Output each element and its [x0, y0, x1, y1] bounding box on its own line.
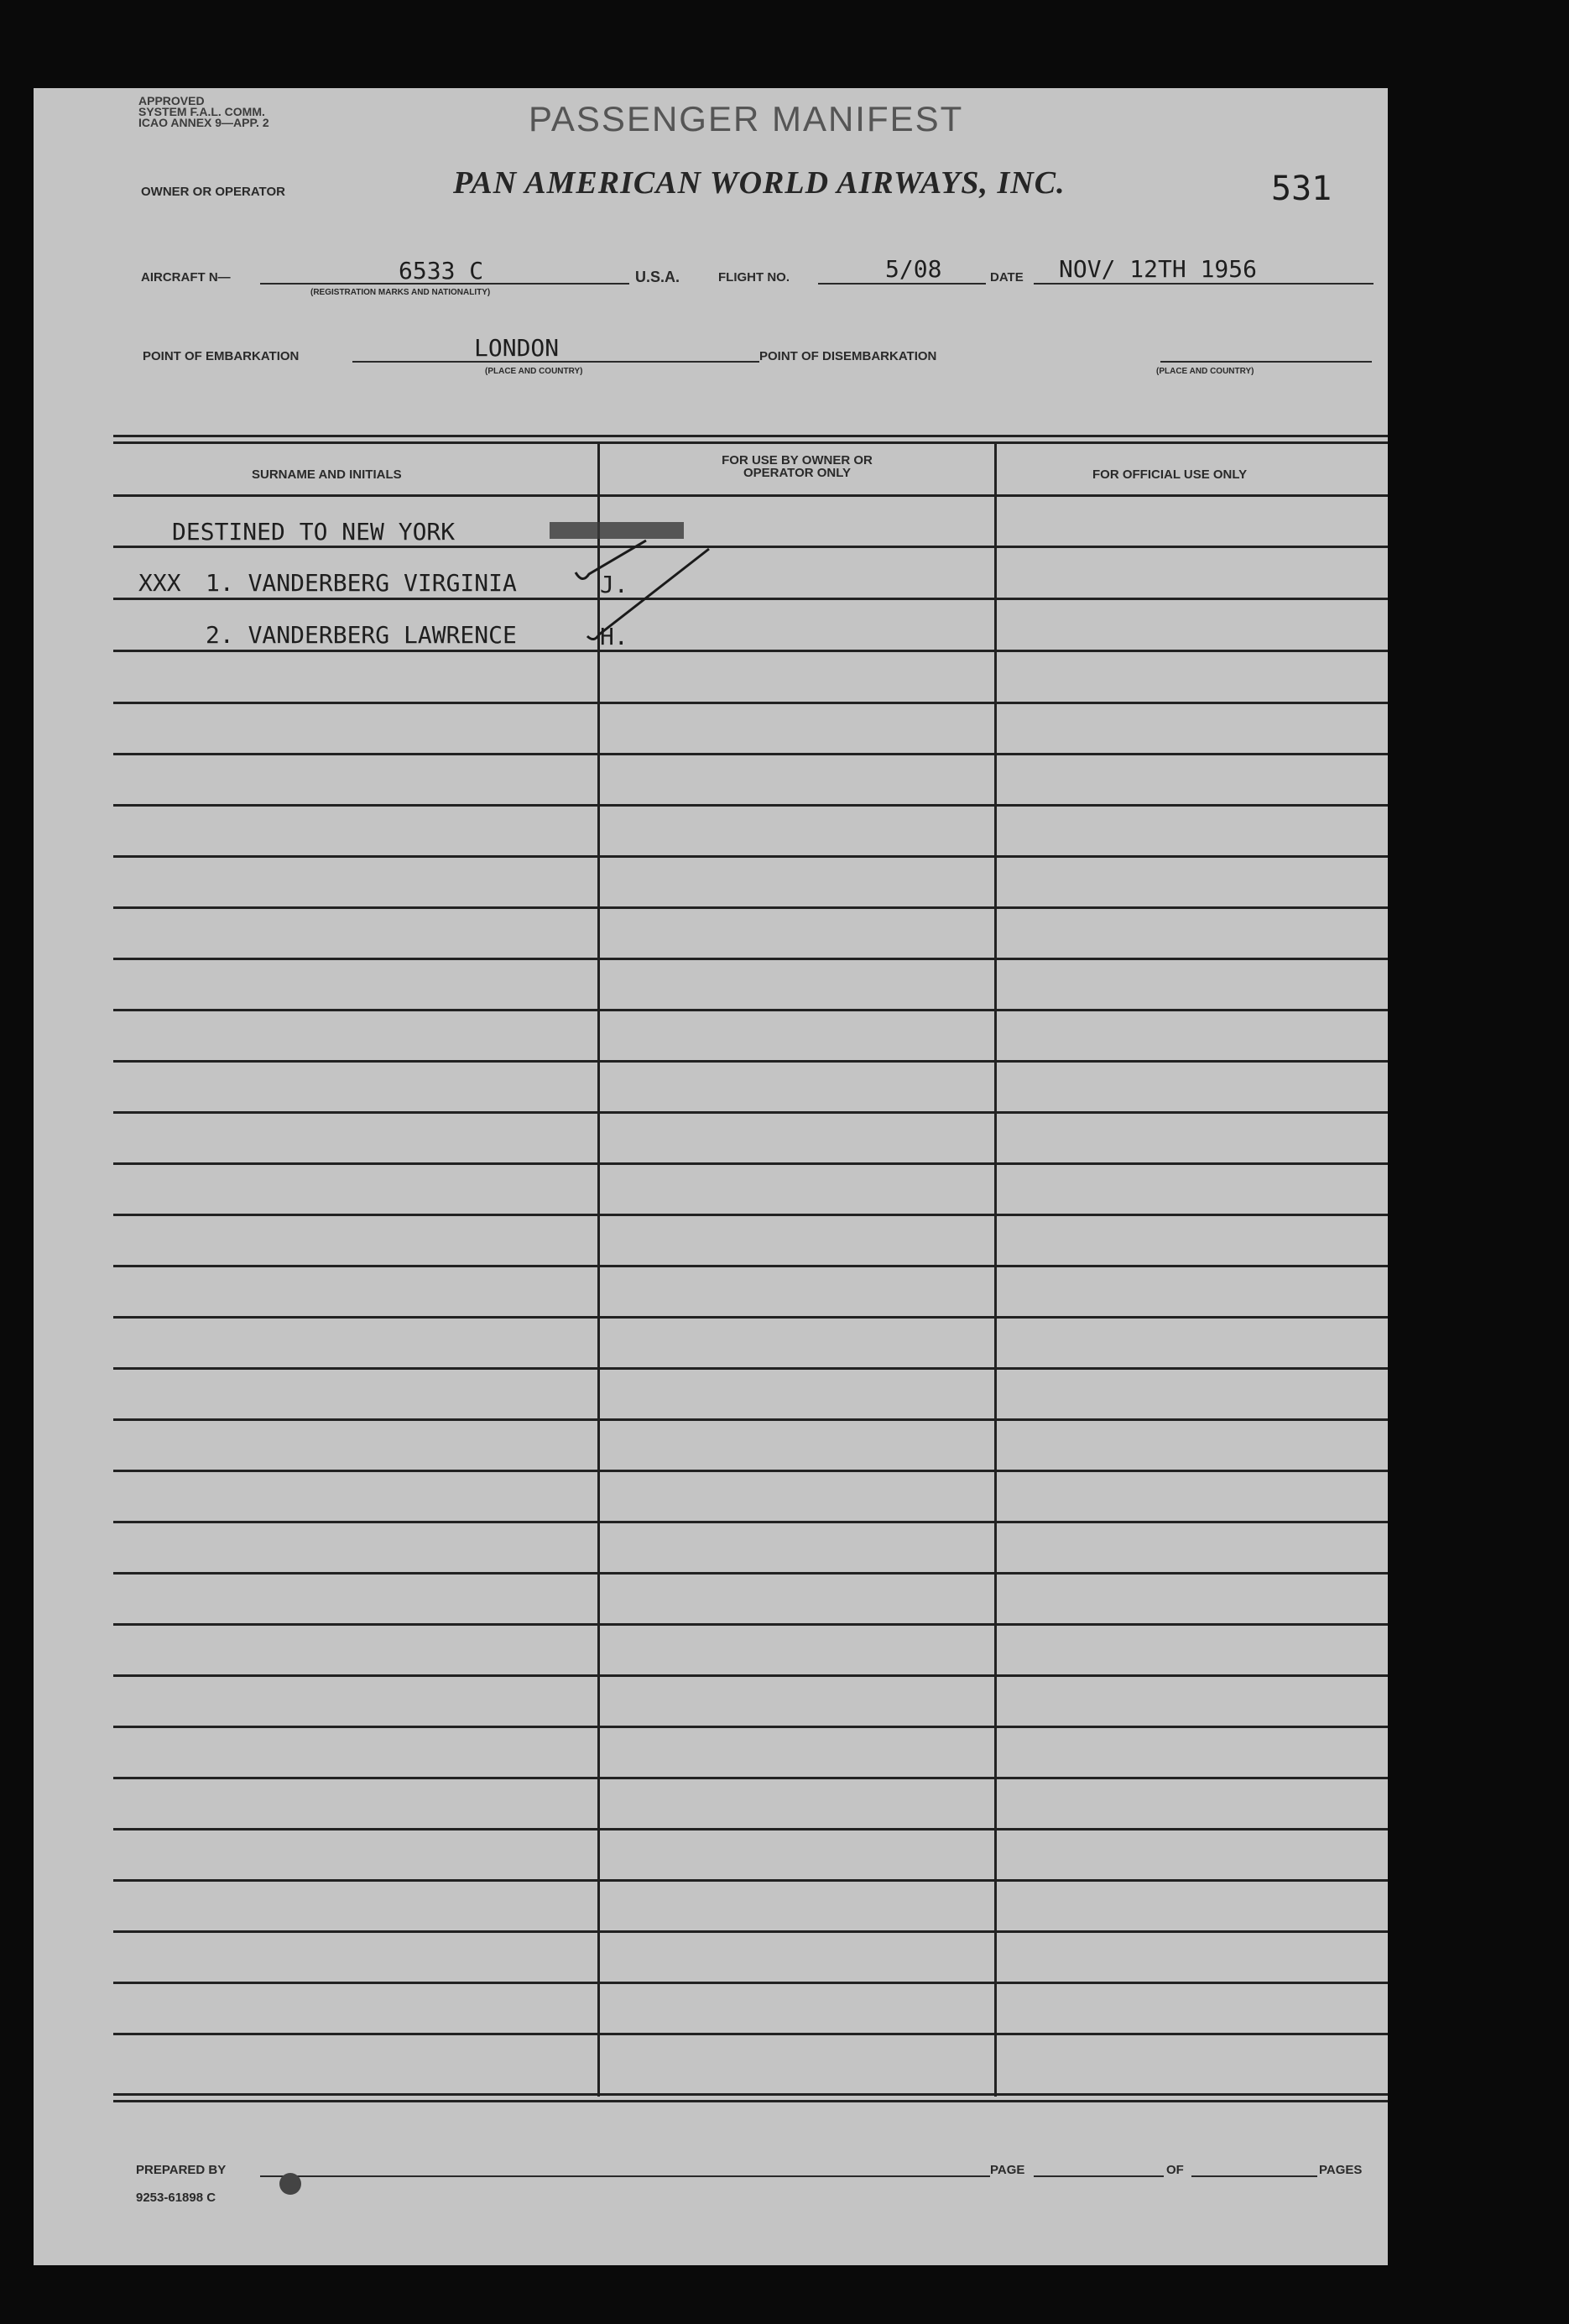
approval-line: ICAO ANNEX 9—APP. 2	[138, 116, 269, 129]
operator-name: PAN AMERICAN WORLD AIRWAYS, INC.	[453, 165, 1066, 201]
table-row-rule	[113, 1111, 1388, 1114]
table-row-rule	[113, 1521, 1388, 1523]
embarkation-caption: (PLACE AND COUNTRY)	[485, 367, 583, 376]
manifest-sheet	[34, 88, 1388, 2265]
table-row-rule	[113, 1982, 1388, 1984]
passenger-name: 1. VANDERBERG VIRGINIA	[206, 569, 517, 597]
flight-value: 5/08	[885, 255, 942, 283]
table-row-rule	[113, 546, 1388, 548]
document-title: PASSENGER MANIFEST	[529, 99, 964, 138]
checkmark-icon	[571, 537, 722, 646]
table-row-rule	[113, 650, 1388, 652]
table-row-rule	[113, 1316, 1388, 1319]
table-row-rule	[113, 1162, 1388, 1165]
table-row-rule	[113, 1623, 1388, 1626]
table-row-rule	[113, 1777, 1388, 1779]
aircraft-label: AIRCRAFT N—	[141, 270, 231, 285]
passenger-initial: J.	[600, 571, 628, 598]
table-row-rule	[113, 2033, 1388, 2035]
table-row-rule	[113, 598, 1388, 600]
table-row-rule	[113, 494, 1388, 497]
table-row-rule	[113, 906, 1388, 909]
table-bottom-rule	[113, 2100, 1388, 2102]
table-row-rule	[113, 1470, 1388, 1472]
form-number: 9253-61898 C	[136, 2191, 216, 2205]
of-fill-line	[1191, 2175, 1317, 2177]
table-row-rule	[113, 1674, 1388, 1677]
embarkation-value: LONDON	[474, 334, 560, 362]
row-prefix: XXX	[138, 569, 181, 597]
table-row-rule	[113, 1009, 1388, 1011]
table-bottom-rule	[113, 2093, 1388, 2096]
table-row-rule	[113, 1879, 1388, 1882]
approval-note	[138, 96, 269, 128]
table-top-rule	[113, 441, 1388, 444]
passenger-initial: H.	[600, 623, 628, 650]
redaction-mark	[550, 522, 684, 539]
disembarkation-fill-line	[1160, 361, 1372, 363]
union-bug-stamp	[279, 2173, 301, 2195]
table-row-rule	[113, 1060, 1388, 1063]
table-row-rule	[113, 702, 1388, 704]
col-header-official: FOR OFFICIAL USE ONLY	[1092, 467, 1248, 482]
date-fill-line	[1034, 283, 1374, 285]
flight-label: FLIGHT NO.	[718, 270, 790, 285]
table-row-rule	[113, 958, 1388, 960]
date-value: NOV/ 12TH 1956	[1059, 255, 1258, 283]
aircraft-value: 6533 C	[399, 257, 484, 285]
approval-line: SYSTEM F.A.L. COMM.	[138, 105, 265, 118]
page-fill-line	[1034, 2175, 1164, 2177]
disembarkation-label: POINT OF DISEMBARKATION	[759, 349, 937, 363]
col-header-owner: FOR USE BY OWNER OR OPERATOR ONLY	[722, 453, 873, 480]
table-row-rule	[113, 753, 1388, 755]
table-row-rule	[113, 1726, 1388, 1728]
column-divider	[994, 441, 997, 2097]
owner-label: OWNER OR OPERATOR	[141, 185, 285, 199]
aircraft-caption: (REGISTRATION MARKS AND NATIONALITY)	[310, 288, 491, 297]
page-number: 531	[1271, 170, 1332, 208]
nationality-label: U.S.A.	[635, 269, 680, 285]
table-row-rule	[113, 1214, 1388, 1216]
prepared-label: PREPARED BY	[136, 2163, 227, 2177]
passenger-name: 2. VANDERBERG LAWRENCE	[206, 621, 517, 649]
table-row-rule	[113, 1418, 1388, 1421]
table-row-rule	[113, 1367, 1388, 1370]
destination-line: DESTINED TO NEW YORK	[172, 518, 456, 546]
table-row-rule	[113, 1828, 1388, 1830]
embarkation-label: POINT OF EMBARKATION	[143, 349, 300, 363]
table-row-rule	[113, 804, 1388, 807]
table-row-rule	[113, 1930, 1388, 1933]
prepared-fill-line	[260, 2175, 990, 2177]
table-row-rule	[113, 1265, 1388, 1267]
date-label: DATE	[990, 270, 1024, 285]
pages-label: PAGES	[1319, 2163, 1363, 2177]
table-top-rule	[113, 435, 1388, 437]
disembarkation-caption: (PLACE AND COUNTRY)	[1156, 367, 1254, 376]
approval-line: APPROVED	[138, 94, 205, 107]
table-row-rule	[113, 1572, 1388, 1575]
flight-fill-line	[818, 283, 986, 285]
table-row-rule	[113, 855, 1388, 858]
col-header-surname: SURNAME AND INITIALS	[252, 467, 402, 482]
page-label: PAGE	[990, 2163, 1025, 2177]
column-divider	[597, 441, 600, 2097]
of-label: OF	[1166, 2163, 1184, 2177]
